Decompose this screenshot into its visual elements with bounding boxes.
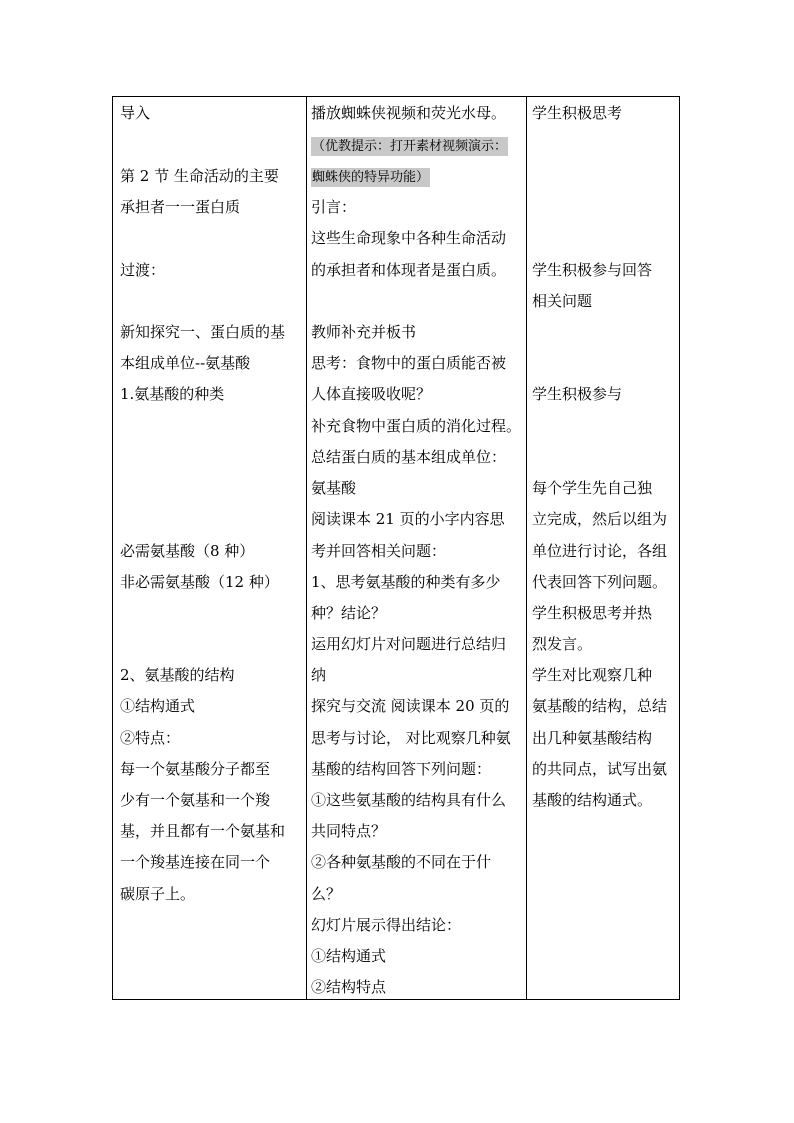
teacher-line: 探究与交流 阅读课本 20 页的 — [311, 697, 510, 715]
student-line: 学生积极参与回答 — [532, 261, 653, 279]
teacher-line: ①结构通式 — [311, 947, 387, 965]
student-line: 烈发言。 — [532, 635, 593, 653]
student-line: 氨基酸的结构，总结 — [532, 697, 668, 715]
student-line: 出几种氨基酸结构 — [532, 729, 653, 747]
student-line: 每个学生先自己独 — [532, 479, 653, 497]
student-line: 相关问题 — [532, 292, 593, 310]
topic-line: 1.氨基酸的种类 — [120, 385, 225, 403]
teacher-column — [311, 97, 523, 999]
topic-line: ②特点： — [120, 729, 181, 747]
topic-line: 一个羧基连接在同一个 — [120, 853, 271, 871]
column-divider — [306, 97, 307, 999]
teacher-tip-highlight: （优教提示：打开素材视频演示： — [312, 139, 508, 154]
teacher-line: 人体直接吸收呢？ — [311, 385, 432, 403]
topic-line: 新知探究一、蛋白质的基 — [120, 323, 286, 341]
student-line: 的共同点，试写出氨 — [532, 760, 668, 778]
topic-line: 基，并且都有一个氨基和 — [120, 822, 286, 840]
teacher-line: 考并回答相关问题： — [311, 542, 447, 560]
teacher-line: 幻灯片展示得出结论： — [311, 916, 462, 934]
topic-line: 第 2 节 生命活动的主要 — [120, 167, 279, 185]
topic-line: ①结构通式 — [120, 697, 196, 715]
teacher-line: 引言： — [311, 198, 357, 216]
teacher-line: ②各种氨基酸的不同在于什 — [311, 853, 492, 871]
teacher-line: 补充食物中蛋白质的消化过程。 — [311, 417, 522, 435]
teacher-line: 1、思考氨基酸的种类有多少 — [311, 573, 501, 591]
topic-line: 本组成单位--氨基酸 — [120, 354, 251, 372]
teacher-line: 纳 — [311, 666, 327, 684]
teacher-line: ①这些氨基酸的结构具有什么 — [311, 791, 507, 809]
student-column — [532, 97, 677, 999]
topic-line: 2、氨基酸的结构 — [120, 666, 235, 684]
student-line: 学生对比观察几种 — [532, 666, 653, 684]
teacher-line: 这些生命现象中各种生命活动 — [311, 229, 507, 247]
teacher-line: 思考：食物中的蛋白质能否被 — [311, 354, 507, 372]
topic-line: 碳原子上。 — [120, 885, 196, 903]
topic-line: 非必需氨基酸（12 种） — [120, 573, 279, 591]
teacher-line: 的承担者和体现者是蛋白质。 — [311, 261, 507, 279]
student-line: 学生积极思考 — [532, 104, 623, 122]
teacher-line — [311, 165, 523, 189]
teacher-line: 共同特点？ — [311, 822, 387, 840]
teacher-line: 基酸的结构回答下列问题： — [311, 760, 492, 778]
student-line: 代表回答下列问题。 — [532, 573, 668, 591]
teacher-line — [311, 134, 523, 158]
student-line: 立完成，然后以组为 — [532, 510, 668, 528]
topic-column — [120, 97, 300, 999]
topic-line: 必需氨基酸（8 种） — [120, 542, 255, 560]
teacher-line: 氨基酸 — [311, 479, 357, 497]
teacher-line: 运用幻灯片对问题进行总结归 — [311, 635, 507, 653]
topic-line: 承担者一一蛋白质 — [120, 198, 241, 216]
teacher-line: 阅读课本 21 页的小字内容思 — [311, 510, 505, 528]
lesson-plan-table — [112, 96, 680, 1000]
student-line: 学生积极思考并热 — [532, 604, 653, 622]
teacher-line: 总结蛋白质的基本组成单位： — [311, 448, 507, 466]
teacher-line: 思考与讨论， 对比观察几种氨 — [311, 729, 511, 747]
student-line: 基酸的结构通式。 — [532, 791, 653, 809]
teacher-line: 么？ — [311, 885, 342, 903]
teacher-line: 种？结论？ — [311, 604, 387, 622]
topic-line: 少有一个氨基和一个羧 — [120, 791, 271, 809]
teacher-line: 播放蜘蛛侠视频和荧光水母。 — [311, 104, 507, 122]
teacher-line: ②结构特点 — [311, 978, 387, 996]
topic-line: 过渡： — [120, 261, 166, 279]
topic-line: 每一个氨基酸分子都至 — [120, 760, 271, 778]
student-line: 单位进行讨论，各组 — [532, 542, 668, 560]
teacher-tip-highlight: 蜘蛛侠的特异功能） — [312, 170, 430, 185]
column-divider — [526, 97, 527, 999]
teacher-line: 教师补充并板书 — [311, 323, 417, 341]
topic-line: 导入 — [120, 104, 151, 122]
student-line: 学生积极参与 — [532, 385, 623, 403]
